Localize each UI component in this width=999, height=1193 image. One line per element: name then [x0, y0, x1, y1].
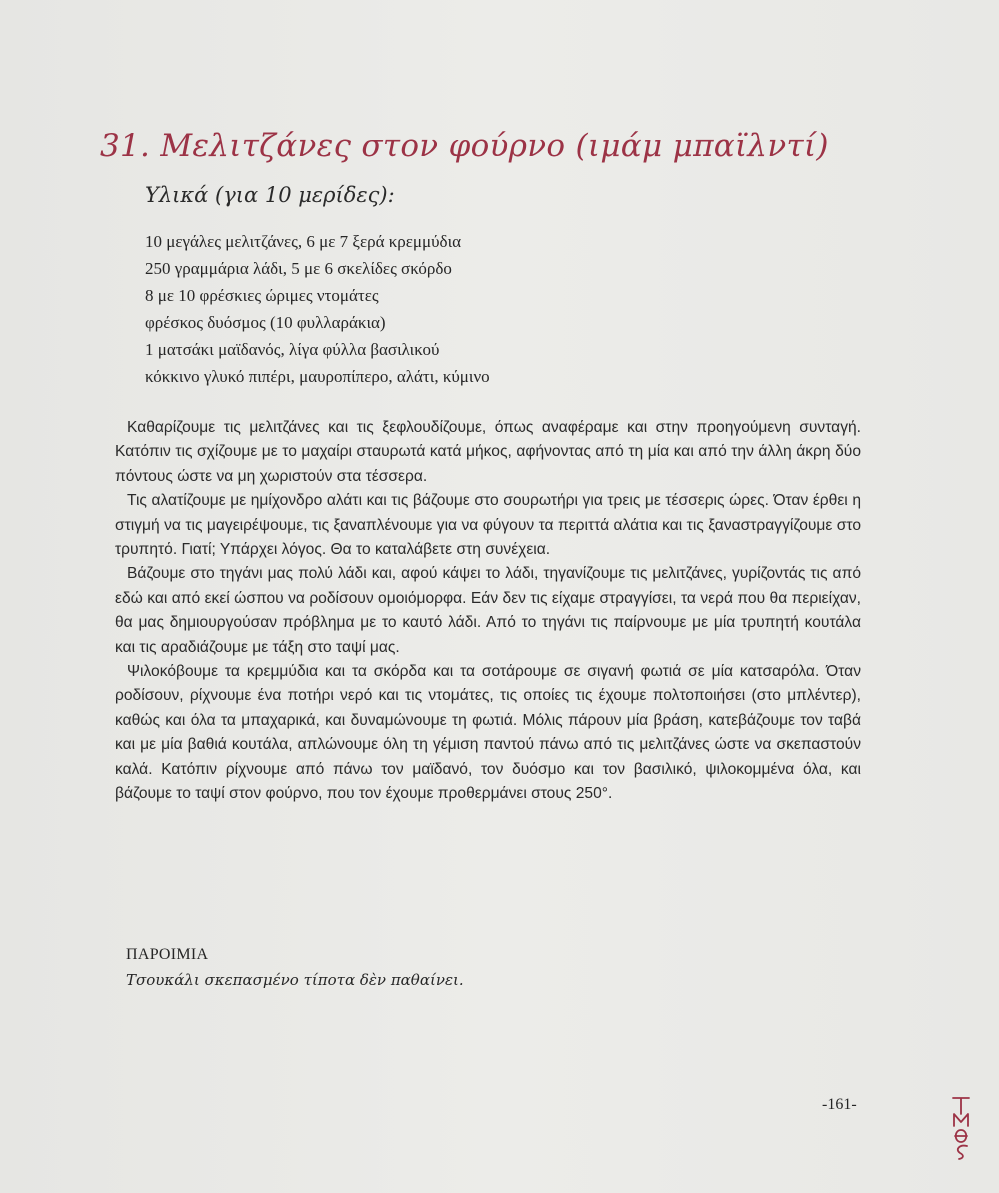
ingredient-line: φρέσκος δυόσμος (10 φυλλαράκια) [145, 313, 386, 332]
publisher-monogram-logo [950, 1092, 972, 1160]
ingredient-line: 250 γραμμάρια λάδι, 5 με 6 σκελίδες σκόρδο [145, 259, 452, 278]
ingredient-line: 1 ματσάκι μαϊδανός, λίγα φύλλα βασιλικού [145, 340, 440, 359]
instruction-paragraph: Βάζουμε στο τηγάνι μας πολύ λάδι και, αφού κάψει το λάδι, τηγανίζουμε τις μελιτζάνες, γυρίζοντάς τις από εδώ και από εκεί ώσπου να ροδίσουν ομοιόμορφα. Εάν δεν τις είχαμε στραγγίσει, τα νερά που θα περιείχαν, θα μας δημιουργούσαν πρόβλημα με το καυτό λάδι. Από το τηγάνι τις παίρνουμε με μία τρυπητή κουτάλα και τις αραδιάζουμε με τάξη στο ταψί μας. [115, 565, 861, 656]
recipe-instructions [115, 416, 861, 807]
ingredients-list [145, 228, 705, 390]
ingredient-line: κόκκινο γλυκό πιπέρι, μαυροπίπερο, αλάτι, κύμινο [145, 367, 490, 386]
instruction-paragraph: Καθαρίζουμε τις μελιτζάνες και τις ξεφλουδίζουμε, όπως αναφέραμε και στην προηγούμενη συνταγή. Κατόπιν τις σχίζουμε με το μαχαίρι σταυρωτά κατά μήκος, αφήνοντας από τη μία και από την άλλη άκρη δύο πόντους ώστε να μη χωριστούν στα τέσσερα. [115, 419, 861, 485]
ingredients-heading: Υλικά (για 10 μερίδες): [145, 183, 395, 207]
instruction-paragraph: Ψιλοκόβουμε τα κρεμμύδια και τα σκόρδα και τα σοτάρουμε σε σιγανή φωτιά σε μία κατσαρόλα. Όταν ροδίσουν, ρίχνουμε ένα ποτήρι νερό και τις ντομάτες, τις οποίες τις έχουμε πολτοποιήσει (στο μπλέντερ), καθώς και όλα τα μπαχαρικά, και δυναμώνουμε τη φωτιά. Μόλις πάρουν μία βράση, κατεβάζουμε τον ταβά και με μία βαθιά κουτάλα, απλώνουμε όλη τη γέμιση παντού πάνω από τις μελιτζάνες ώστε να σκεπαστούν καλά. Κατόπιν ρίχνουμε από πάνω τον μαϊδανό, τον δυόσμο και τον βασιλικό, ψιλοκομμένα όλα, και βάζουμε το ταψί στον φούρνο, που τον έχουμε προθερμάνει στους 250°. [115, 663, 861, 803]
ingredient-line: 8 με 10 φρέσκιες ώριμες ντομάτες [145, 286, 379, 305]
proverb-text: Τσουκάλι σκεπασμένο τίποτα δὲν παθαίνει. [126, 971, 464, 989]
recipe-title: 31. Μελιτζάνες στον φούρνο (ιμάμ μπαϊλντί) [100, 128, 829, 164]
instruction-paragraph: Τις αλατίζουμε με ημίχονδρο αλάτι και τις βάζουμε στο σουρωτήρι για τρεις με τέσσερις ώρες. Όταν έρθει η στιγμή να τις μαγειρέψουμε, τις ξαναπλένουμε για να φύγουν τα περιττά αλάτια και τις ξαναστραγγίζουμε στο τρυπητό. Γιατί; Υπάρχει λόγος. Θα το καταλάβετε στη συνέχεια. [115, 492, 861, 559]
page-number: -161- [822, 1096, 857, 1113]
proverb-label: ΠΑΡΟΙΜΙΑ [126, 946, 209, 963]
ingredient-line: 10 μεγάλες μελιτζάνες, 6 με 7 ξερά κρεμμύδια [145, 232, 462, 251]
